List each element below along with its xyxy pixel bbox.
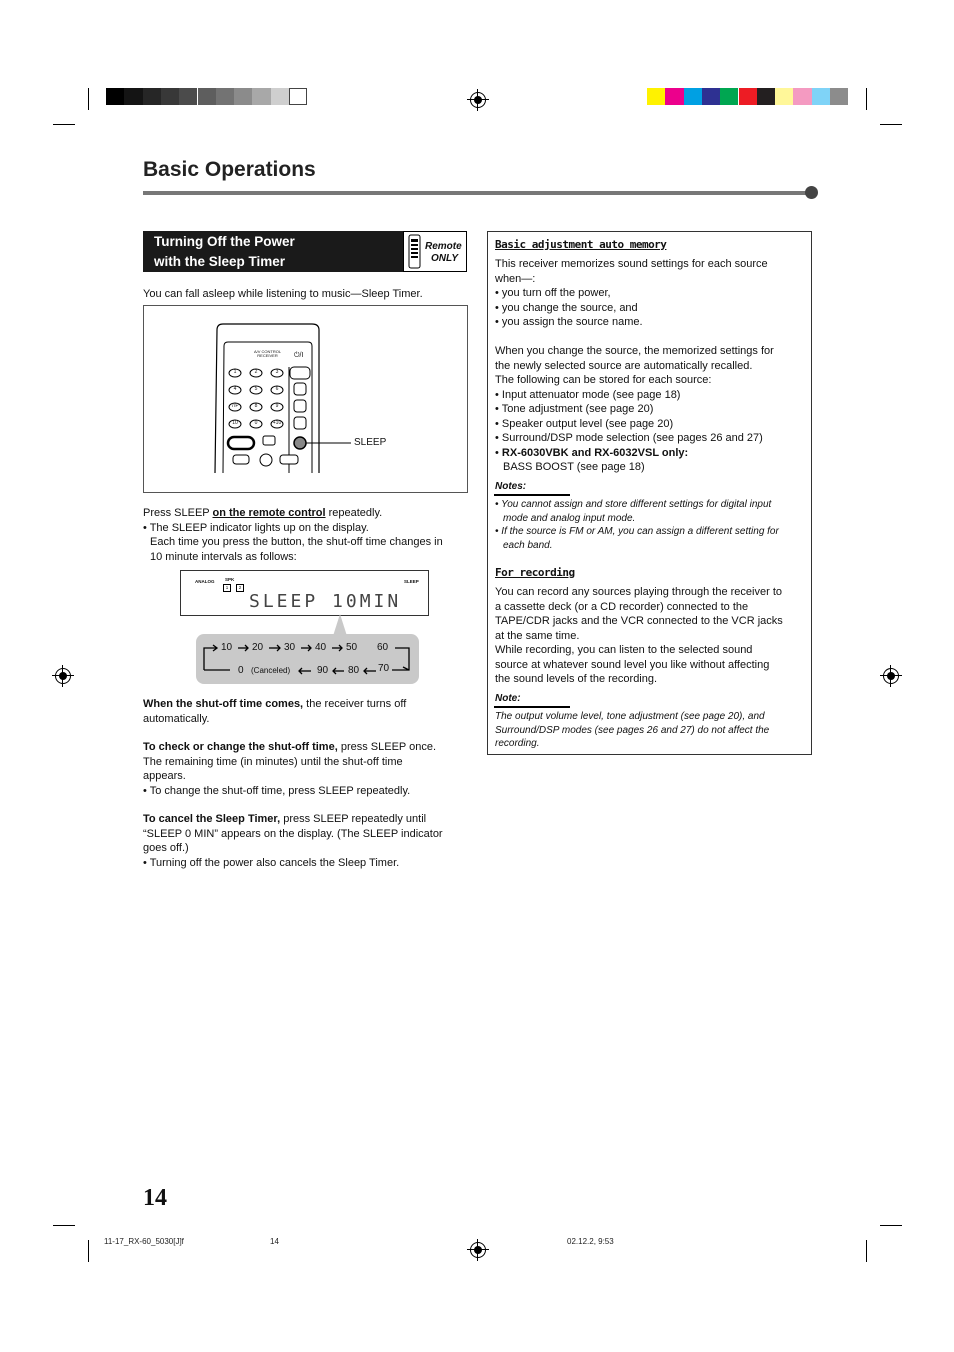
crop-mark xyxy=(53,124,75,125)
model-note: RX-6030VBK and RX-6032VSL only: xyxy=(501,446,689,459)
color-swatch xyxy=(271,88,289,105)
remote-key-label: 5 xyxy=(254,386,258,392)
sequence-value: 90 xyxy=(317,665,329,676)
lcd-main-text: SLEEP 10MIN xyxy=(249,591,402,612)
lcd-display xyxy=(180,570,429,616)
remote-key-label: 6 xyxy=(275,386,279,392)
notes-list: • You cannot assign and store different settings for digital input mode and analog input mode. • If the source is FM or AM, you can assign a different setting for each band. xyxy=(495,499,779,551)
lcd-analog-indicator: ANALOG xyxy=(195,579,215,584)
title-rule xyxy=(143,191,809,195)
remote-only-badge xyxy=(403,231,467,272)
remote-key-label: 10 xyxy=(232,420,238,426)
crop-mark xyxy=(880,1225,902,1226)
shutoff-paragraph: When the shut-off time comes, the receiver turns off automatically. xyxy=(143,698,407,725)
color-swatch xyxy=(665,88,683,105)
color-swatch xyxy=(143,88,161,105)
sequence-value: 0 xyxy=(238,665,244,676)
remote-key-label: 3 xyxy=(275,369,279,375)
remote-key-label: 7/P xyxy=(231,403,239,409)
color-swatch xyxy=(289,88,307,105)
page-number: 14 xyxy=(143,1185,167,1211)
badge-label-only: ONLY xyxy=(431,253,459,264)
notes-rule xyxy=(494,494,570,496)
color-swatch xyxy=(812,88,830,105)
color-swatch xyxy=(179,88,197,105)
color-swatch xyxy=(684,88,702,105)
check-paragraph: To check or change the shut-off time, press SLEEP once. The remaining time (in minutes) until the shut-off time appears. • To change the shut-off time, press SLEEP repeatedly. xyxy=(143,741,437,797)
color-swatch xyxy=(234,88,252,105)
color-swatch xyxy=(198,88,216,105)
remote-key-label: 9 xyxy=(275,403,279,409)
footer-date: 02.12.2, 9:53 xyxy=(567,1237,614,1246)
title-rule-dot xyxy=(805,186,818,199)
section-heading-line-2: with the Sleep Timer xyxy=(154,254,286,269)
remote-key-label: 2 xyxy=(254,369,258,375)
sequence-value: 20 xyxy=(252,642,264,653)
sleep-callout-label: SLEEP xyxy=(354,437,387,448)
crop-mark xyxy=(53,1225,75,1226)
color-swatch xyxy=(830,88,848,105)
footer-page: 14 xyxy=(270,1237,279,1246)
color-swatch xyxy=(161,88,179,105)
note-text: The output volume level, tone adjustment (see page 20), and Surround/DSP modes (see pages 26 and 27) do not affect the recording. xyxy=(495,711,770,749)
remote-control-icon xyxy=(408,234,422,269)
notes-label: Notes: xyxy=(495,481,527,492)
crop-mark xyxy=(866,1240,867,1262)
registration-mark-icon xyxy=(883,668,899,684)
info-panel xyxy=(487,231,812,755)
registration-mark-icon xyxy=(55,668,71,684)
remote-power-label: ⏻/I xyxy=(294,352,304,359)
color-swatch xyxy=(216,88,234,105)
remote-key-label: 4 xyxy=(233,386,237,392)
lcd-spk-2: 2 xyxy=(236,584,244,592)
footer-filename: 11-17_RX-60_5030[J]f xyxy=(104,1237,184,1246)
cancel-paragraph: To cancel the Sleep Timer, press SLEEP repeatedly until “SLEEP 0 MIN” appears on the display. (The SLEEP indicator goes off.) • Turning off the power also cancels the Sleep Timer. xyxy=(143,813,443,869)
page-title: Basic Operations xyxy=(143,158,316,181)
auto-memory-paragraph-2: When you change the source, the memorized settings for the newly selected source are automatically recalled. The following can be stored for each source: • Input attenuator mode (see page 18) • Tone adjustment (see page 20) • Speaker output level (see page 20) • Surround/DSP mode selection (see pages 26 and 27) • RX-6030VBK and RX-6032VSL only: BASS BOOST (see page 18) xyxy=(495,345,774,473)
note-rule xyxy=(494,706,570,708)
crop-mark xyxy=(880,124,902,125)
lcd-spk-indicator: SPK xyxy=(225,577,235,582)
sequence-value: 70 xyxy=(378,663,390,674)
remote-key-label: 8 xyxy=(254,403,258,409)
crop-mark xyxy=(88,1240,89,1262)
press-sleep-instructions: Press SLEEP on the remote control repeatedly. • The SLEEP indicator lights up on the display. Each time you press the button, the shut-off time changes in 10 minute intervals as follows: xyxy=(143,507,443,563)
remote-control-emphasis: on the remote control xyxy=(212,507,326,519)
sequence-value: 30 xyxy=(284,642,296,653)
section-heading-line-1: Turning Off the Power xyxy=(154,234,295,249)
remote-top-label: A/V CONTROL RECEIVER xyxy=(253,349,282,358)
section-heading xyxy=(143,231,403,272)
heading-for-recording: For recording xyxy=(495,566,575,579)
color-swatch xyxy=(106,88,124,105)
color-swatch xyxy=(252,88,270,105)
color-swatch xyxy=(124,88,142,105)
color-swatch xyxy=(647,88,665,105)
sequence-value: 80 xyxy=(348,665,360,676)
remote-illustration xyxy=(143,305,468,493)
registration-mark-icon xyxy=(470,1242,486,1258)
remote-key-label: 0 xyxy=(254,420,258,426)
crop-mark xyxy=(866,88,867,110)
sleep-time-sequence xyxy=(196,634,419,684)
sequence-value: 50 xyxy=(346,642,358,653)
color-swatch xyxy=(775,88,793,105)
recording-paragraph: You can record any sources playing through the receiver to a cassette deck (or a CD recorder) connected to the TAPE/CDR jacks and the VCR connected to the VCR jacks at the same time. While recording, you can listen to the selected sound source at whatever sound level you like without affecting the sound levels of the recording. xyxy=(495,586,783,685)
sleep-button[interactable] xyxy=(241,434,267,446)
lcd-spk-1: 1 xyxy=(223,584,231,592)
color-swatch xyxy=(757,88,775,105)
badge-label-remote: Remote xyxy=(425,241,462,252)
color-swatch xyxy=(702,88,720,105)
color-swatch xyxy=(739,88,757,105)
color-swatch xyxy=(793,88,811,105)
remote-key-label: 1 xyxy=(233,369,237,375)
intro-text: You can fall asleep while listening to music—Sleep Timer. xyxy=(143,288,423,300)
color-swatch xyxy=(720,88,738,105)
remote-key-label: +10 xyxy=(272,420,282,426)
sequence-value: 10 xyxy=(221,642,233,653)
registration-mark-icon xyxy=(470,92,486,108)
sequence-canceled-label: (Canceled) xyxy=(251,666,291,675)
auto-memory-paragraph-1: This receiver memorizes sound settings for each source when—: • you turn off the power, • you change the source, and • you assign the source name. xyxy=(495,258,768,328)
sequence-value: 40 xyxy=(315,642,327,653)
crop-mark xyxy=(88,88,89,110)
heading-auto-memory: Basic adjustment auto memory xyxy=(495,238,667,251)
lcd-sleep-indicator: SLEEP xyxy=(404,579,419,584)
note-label: Note: xyxy=(495,693,521,704)
sequence-value: 60 xyxy=(377,642,389,653)
